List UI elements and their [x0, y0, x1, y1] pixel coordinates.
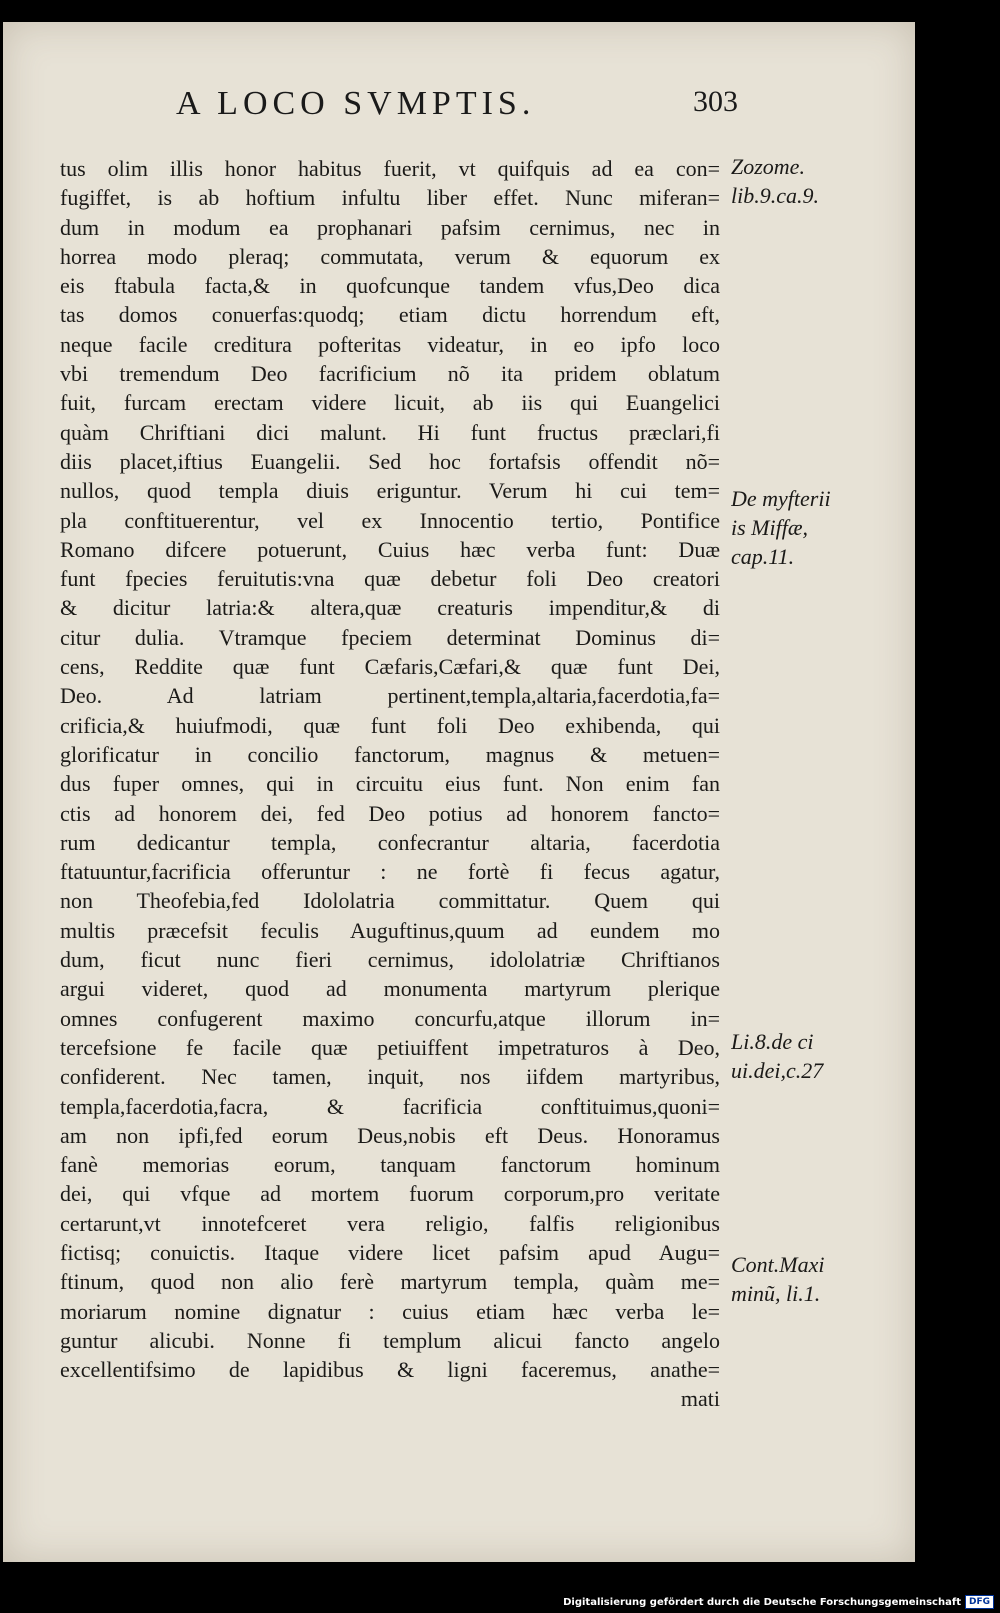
- text-line: omnes confugerent maximo concurfu,atque illorum in=: [60, 1005, 720, 1031]
- dfg-logo: DFG: [965, 1595, 994, 1609]
- margin-note-line: cap.11.: [731, 544, 795, 569]
- text-line: funt fpecies feruitutis:vna quæ debetur foli Deo creatori: [60, 566, 720, 592]
- text-line: am non ipfi,fed eorum Deus,nobis eft Deus. Honoramus: [60, 1122, 720, 1148]
- body-text: [60, 154, 720, 1414]
- text-line: multis præcefsit feculis Auguftinus,quum ad eundem mo: [60, 917, 720, 943]
- text-line: citur dulia. Vtramque fpeciem determinat Dominus di=: [60, 624, 720, 650]
- text-line: crificia,& huiufmodi, quæ funt foli Deo exhibenda, qui: [60, 712, 720, 738]
- margin-note-line: is Miffæ,: [731, 515, 809, 540]
- text-line: fuit, furcam erectam videre licuit, ab iis qui Euangelici: [60, 390, 720, 416]
- margin-note: [731, 484, 881, 571]
- book-page: [3, 22, 915, 1562]
- margin-note-line: lib.9.ca.9.: [731, 183, 819, 208]
- text-line: mati: [680, 1386, 720, 1412]
- text-line: ftatuuntur,facrificia offeruntur : ne fortè fi fecus agatur,: [60, 859, 720, 885]
- text-line: argui videret, quod ad monumenta martyrum plerique: [60, 976, 720, 1002]
- text-line: Romano difcere potuerunt, Cuius hæc verba funt: Duæ: [60, 536, 720, 562]
- text-line: excellentifsimo de lapidibus & ligni faceremus, anathe=: [60, 1357, 720, 1383]
- margin-note: [731, 152, 881, 210]
- running-title: A LOCO SVMPTIS.: [176, 85, 536, 122]
- text-line: quàm Chriftiani dici malunt. Hi funt fructus præclari,fi: [60, 419, 720, 445]
- text-line: Deo. Ad latriam pertinent,templa,altaria,facerdotia,fa=: [60, 683, 720, 709]
- text-line: vbi tremendum Deo facrificium nõ ita pridem oblatum: [60, 361, 720, 387]
- text-line: confiderent. Nec tamen, inquit, nos iifdem martyribus,: [60, 1064, 720, 1090]
- text-line: certarunt,vt innotefceret vera religio, falfis religionibus: [60, 1210, 720, 1236]
- text-line: neque facile creditura pofteritas videatur, in eo ipfo loco: [60, 331, 720, 357]
- text-line: moriarum nomine dignatur : cuius etiam hæc verba le=: [60, 1298, 720, 1324]
- text-line: ctis ad honorem dei, fed Deo potius ad honorem fancto=: [60, 800, 720, 826]
- margin-note-line: Cont.Maxi: [731, 1252, 825, 1277]
- text-line: pla conftituerentur, vel ex Innocentio tertio, Pontifice: [60, 507, 720, 533]
- text-line: tus olim illis honor habitus fuerit, vt quifquis ad ea con=: [60, 156, 720, 181]
- text-line: rum dedicantur templa, confecrantur altaria, facerdotia: [60, 829, 720, 855]
- text-line: tas domos conuerfas:quodq; etiam dictu horrendum eft,: [60, 302, 720, 328]
- text-line: ftinum, quod non alio ferè martyrum templa, quàm me=: [60, 1269, 720, 1295]
- margin-note: [731, 1027, 881, 1085]
- text-line: fanè memorias eorum, tanquam fanctorum hominum: [60, 1152, 720, 1178]
- margin-note-line: minũ, li.1.: [731, 1281, 821, 1306]
- text-line: dum, ficut nunc fieri cernimus, idololatriæ Chriftianos: [60, 947, 720, 973]
- text-line: nullos, quod templa diuis eriguntur. Verum hi cui tem=: [60, 478, 720, 504]
- digitization-credit: [563, 1594, 994, 1610]
- page-number: 303: [693, 85, 738, 118]
- margin-note-line: De myfterii: [731, 486, 831, 511]
- page-header: [58, 77, 738, 137]
- text-line: horrea modo pleraq; commutata, verum & equorum ex: [60, 243, 720, 269]
- text-line: cens, Reddite quæ funt Cæfaris,Cæfari,& quæ funt Dei,: [60, 654, 720, 680]
- margin-note-line: Zozome.: [731, 154, 805, 179]
- text-line: diis placet,iftius Euangelii. Sed hoc fortafsis offendit nõ=: [60, 448, 720, 474]
- margin-note-line: ui.dei,c.27: [731, 1058, 824, 1083]
- text-line: tercefsione fe facile quæ petiuiffent impetraturos à Deo,: [60, 1034, 720, 1060]
- margin-notes: [731, 22, 881, 1562]
- text-line: templa,facerdotia,facra, & facrificia conftituimus,quoni=: [60, 1093, 720, 1119]
- text-line: eis ftabula facta,& in quofcunque tandem vfus,Deo dica: [60, 273, 720, 299]
- text-line: & dicitur latria:& altera,quæ creaturis impenditur,& di: [60, 595, 720, 621]
- text-line: non Theofebia,fed Idololatria committatur. Quem qui: [60, 888, 720, 914]
- text-line: guntur alicubi. Nonne fi templum alicui fancto angelo: [60, 1327, 720, 1353]
- text-line: dus fuper omnes, qui in circuitu eius funt. Non enim fan: [60, 771, 720, 797]
- margin-note-line: Li.8.de ci: [731, 1029, 814, 1054]
- margin-note: [731, 1250, 881, 1308]
- text-line: dum in modum ea prophanari pafsim cernimus, nec in: [60, 214, 720, 240]
- text-line: fictisq; conuictis. Itaque videre licet pafsim apud Augu=: [60, 1239, 720, 1265]
- text-line: glorificatur in concilio fanctorum, magnus & metuen=: [60, 741, 720, 767]
- text-line: dei, qui vfque ad mortem fuorum corporum,pro veritate: [60, 1181, 720, 1207]
- credit-text: Digitalisierung gefördert durch die Deutsche Forschungsgemeinschaft: [563, 1596, 961, 1608]
- text-line: fugiffet, is ab hoftium infultu liber effet. Nunc miferan=: [60, 185, 720, 211]
